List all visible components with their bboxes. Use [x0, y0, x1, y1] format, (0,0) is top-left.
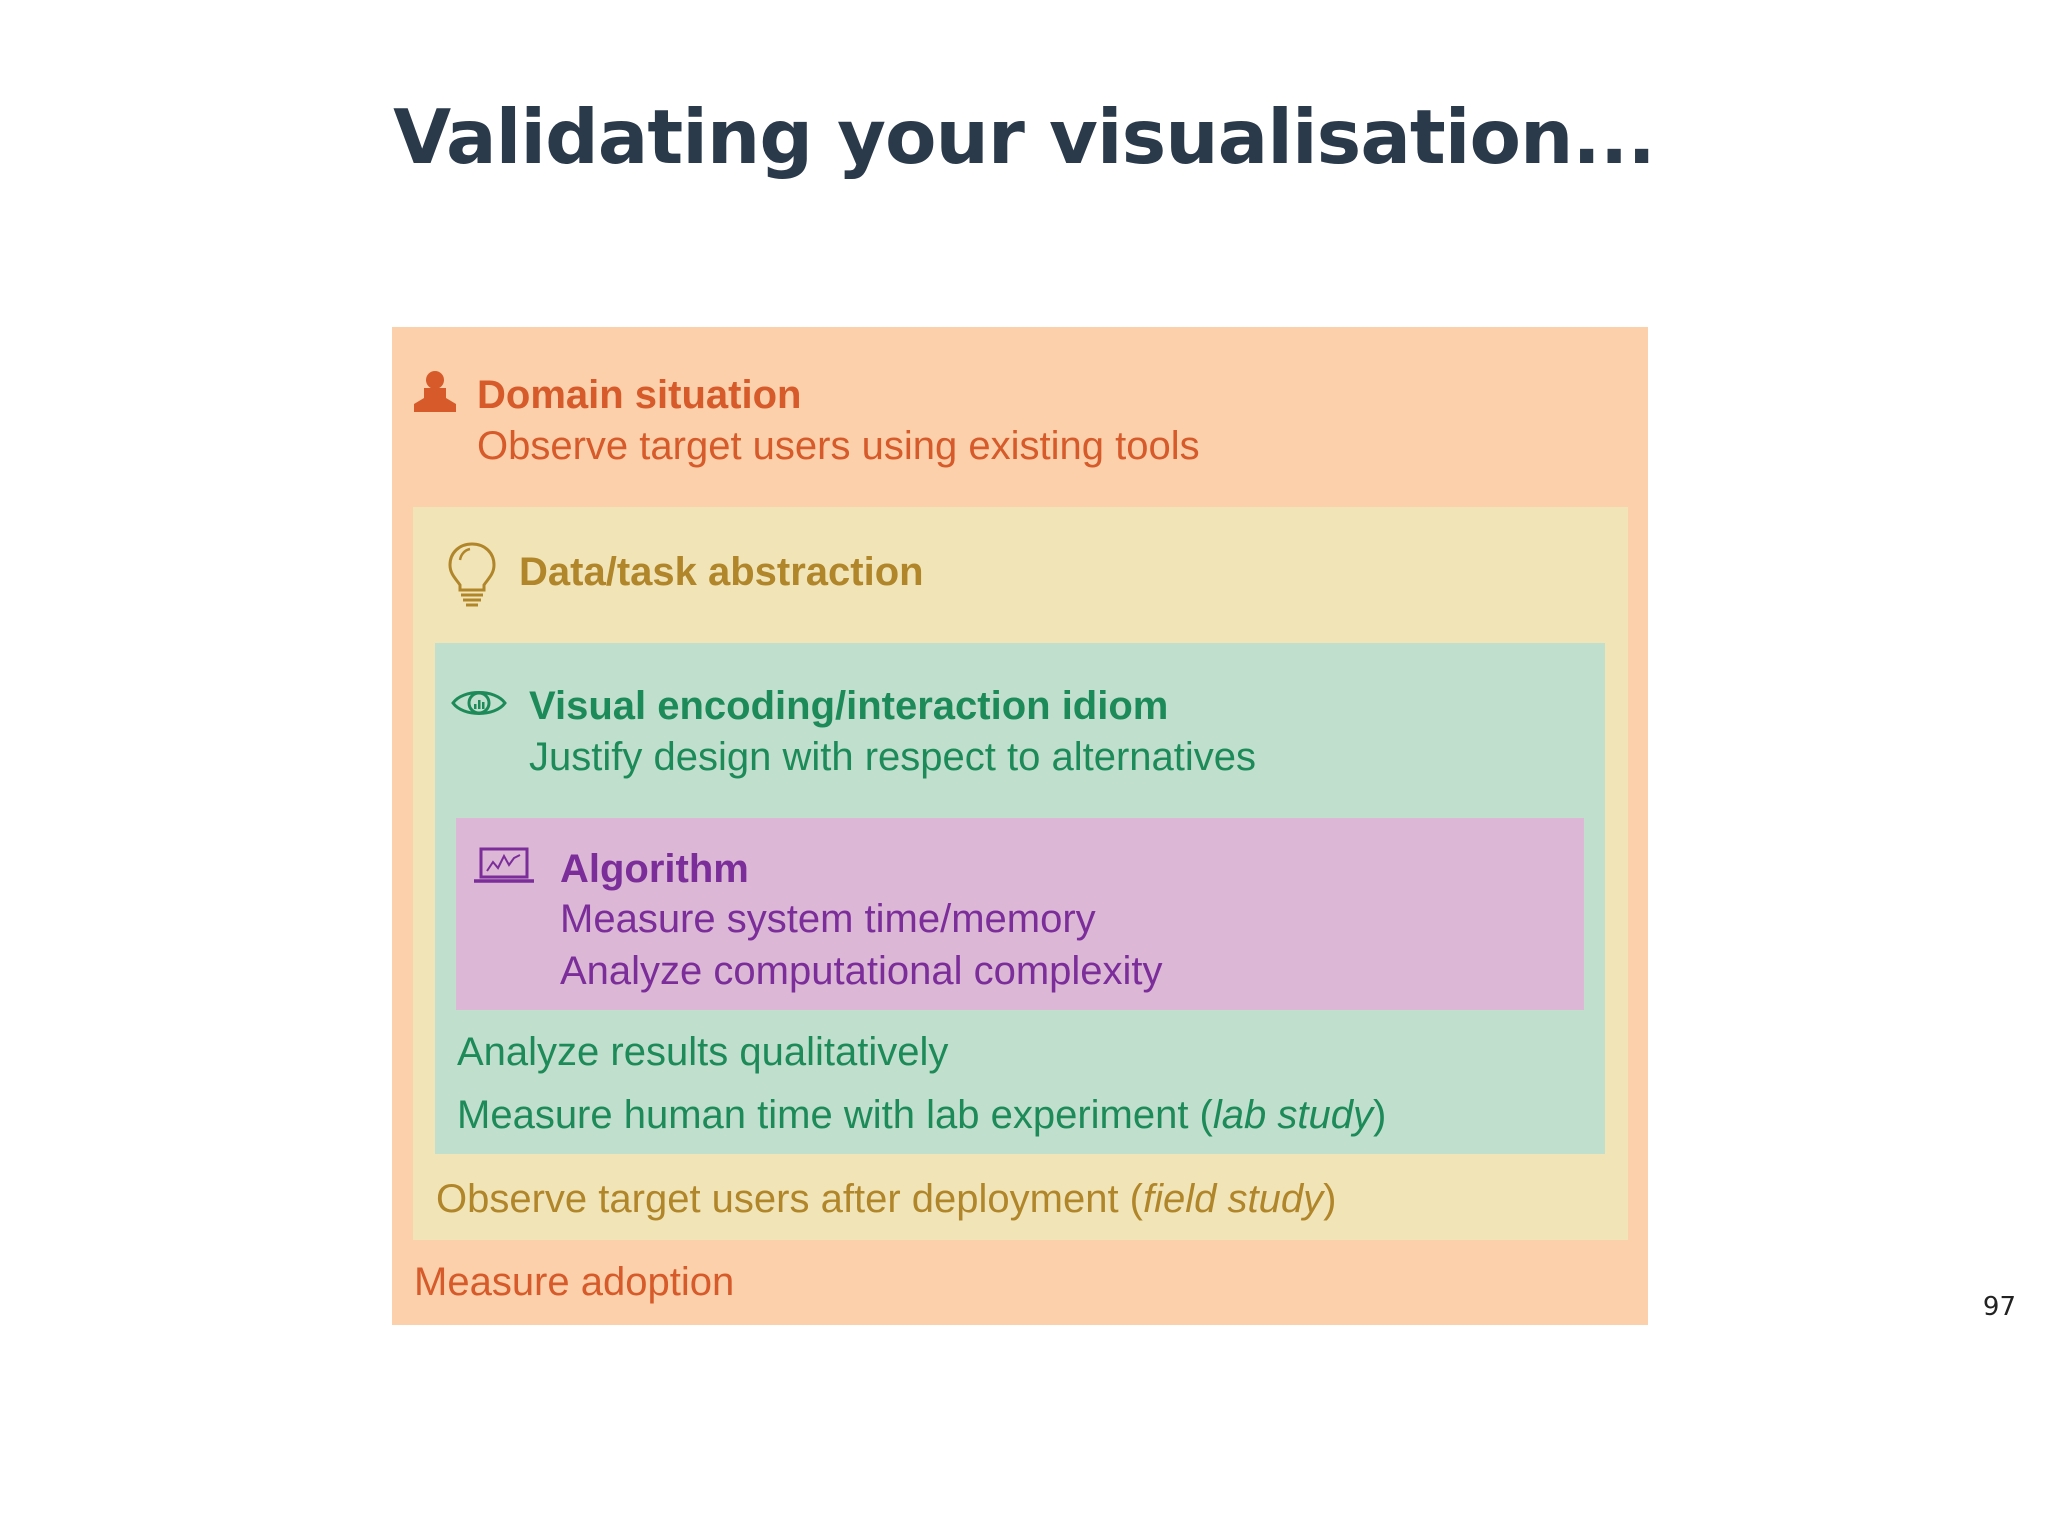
- data-task-abstraction-heading: Data/task abstraction: [519, 550, 924, 594]
- slide-title: Validating your visualisation...: [393, 93, 1655, 181]
- domain-situation-pre-text: Observe target users using existing tools: [477, 424, 1200, 468]
- data-task-abstraction-post-text: Observe target users after deployment (field study): [436, 1177, 1337, 1221]
- laptop-icon: [472, 846, 536, 886]
- person-icon: [412, 370, 458, 414]
- visual-encoding-idiom-post-text-2: Measure human time with lab experiment (lab study): [457, 1093, 1387, 1137]
- visual-encoding-idiom-heading: Visual encoding/interaction idiom: [529, 684, 1169, 728]
- domain-situation-post-text: Measure adoption: [414, 1260, 735, 1304]
- lightbulb-icon: [446, 540, 498, 608]
- domain-situation-heading: Domain situation: [477, 373, 802, 417]
- algorithm-text-2: Analyze computational complexity: [560, 949, 1163, 993]
- algorithm-text-1: Measure system time/memory: [560, 897, 1096, 941]
- page-number: 97: [1982, 1292, 2016, 1322]
- visual-encoding-idiom-pre-text: Justify design with respect to alternatives: [529, 735, 1257, 779]
- visual-encoding-idiom-post-text-1: Analyze results qualitatively: [457, 1030, 949, 1074]
- eye-icon: [450, 684, 508, 722]
- algorithm-heading: Algorithm: [560, 847, 749, 891]
